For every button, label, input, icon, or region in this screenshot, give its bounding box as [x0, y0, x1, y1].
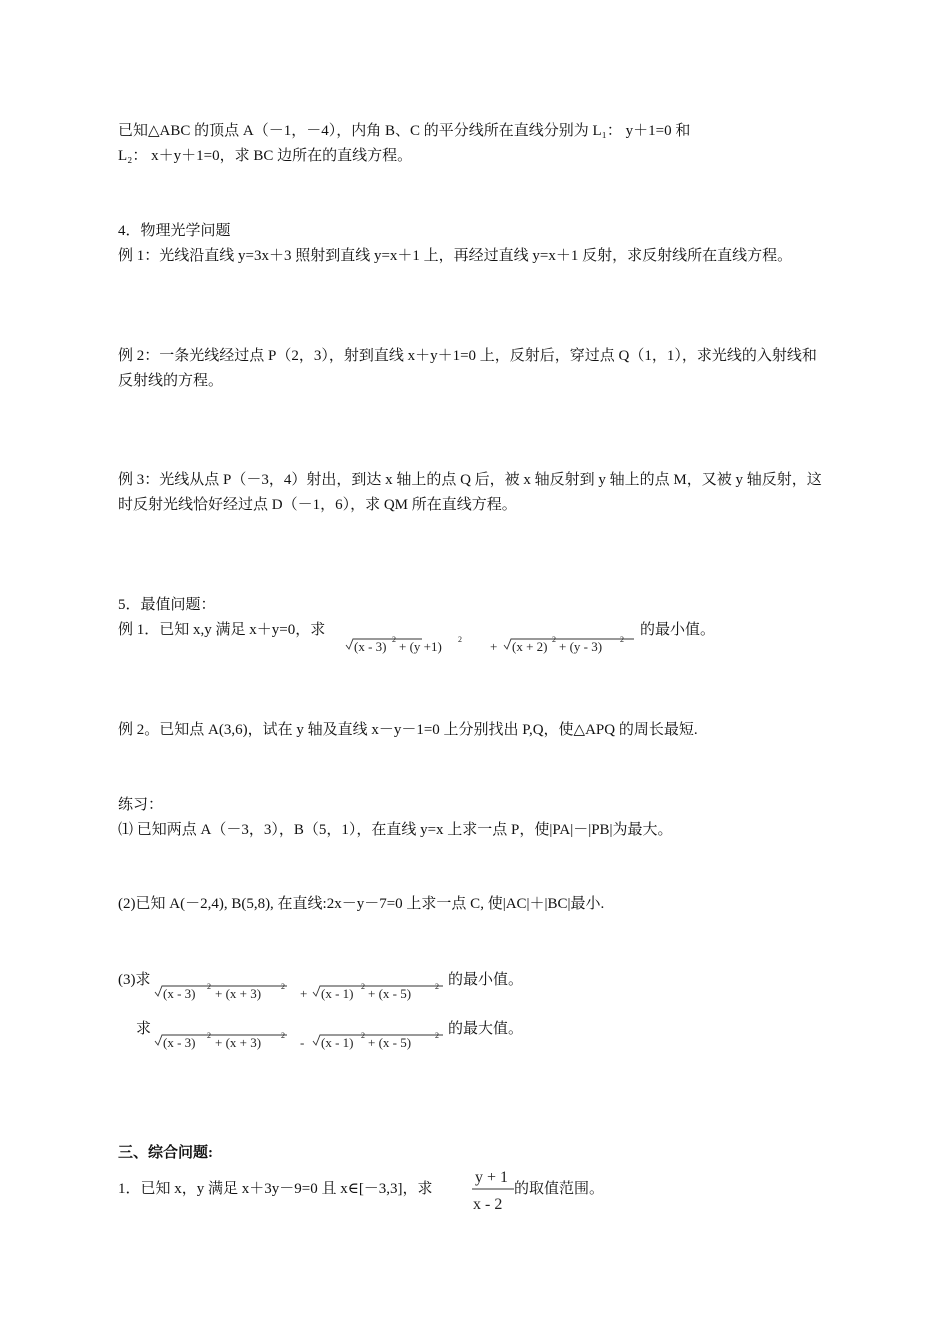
svg-text:+: +: [300, 986, 308, 1001]
example-3-optics-line2: 时反射光线恰好经过点 D（－1，6），求 QM 所在直线方程。: [118, 497, 517, 513]
section-heading-comprehensive: 三、综合问题:: [118, 1145, 213, 1161]
practice-item-3-suffix: 的最小值。: [448, 972, 524, 988]
section-heading-extremum: 5．最值问题：: [118, 597, 216, 613]
svg-text:+ (x - 5): + (x - 5): [368, 986, 412, 1001]
extremum-example-2: 例 2。已知点 A(3,6)，试在 y 轴及直线 x－y－1=0 上分别找出 P,Q，使△APQ 的周长最短.: [118, 722, 698, 738]
practice-item-3b-suffix: 的最大值。: [448, 1021, 524, 1037]
svg-text:y + 1: y + 1: [475, 1169, 509, 1186]
section-heading-optics: 4．物理光学问题: [118, 223, 231, 239]
svg-text:(x + 2): (x + 2): [512, 639, 548, 654]
svg-text:(x - 1): (x - 1): [321, 986, 354, 1001]
formula-sqrt-sum-1: [344, 628, 644, 658]
example-1-optics: 例 1：光线沿直线 y=3x＋3 照射到直线 y=x＋1 上，再经过直线 y=x＋1 反射，求反射线所在直线方程。: [118, 248, 793, 264]
example-2-optics-line2: 反射线的方程。: [118, 373, 224, 389]
example-3-optics-line1: 例 3：光线从点 P（－3，4）射出，到达 x 轴上的点 Q 后，被 x 轴反射到 y 轴上的点 M，又被 y 轴反射，这: [118, 472, 822, 488]
svg-text:+ (x + 3): + (x + 3): [215, 1035, 262, 1050]
paragraph-triangle-line2: L₂： x＋y＋1=0，求 BC 边所在的直线方程。: [118, 148, 413, 164]
svg-text:2: 2: [281, 982, 285, 991]
formula-sqrt-sum-2: [153, 975, 453, 1005]
svg-text:2: 2: [207, 982, 211, 991]
svg-text:2: 2: [361, 1031, 365, 1040]
svg-text:+ (x + 3): + (x + 3): [215, 986, 262, 1001]
comprehensive-item-1-prefix: 1．已知 x，y 满足 x＋3y－9=0 且 x∈[－3,3]，求: [118, 1181, 433, 1197]
practice-item-3b-prefix: 求: [136, 1021, 152, 1037]
svg-text:-: -: [300, 1035, 305, 1050]
practice-heading: 练习：: [118, 797, 164, 813]
svg-text:(x - 3): (x - 3): [354, 639, 387, 654]
svg-text:2: 2: [620, 635, 624, 644]
svg-text:2: 2: [458, 635, 462, 644]
svg-text:+ (y +1): + (y +1): [399, 639, 442, 654]
svg-text:2: 2: [281, 1031, 285, 1040]
svg-text:2: 2: [435, 982, 439, 991]
svg-text:(x - 3): (x - 3): [163, 986, 196, 1001]
svg-text:2: 2: [552, 635, 556, 644]
svg-text:+ (x - 5): + (x - 5): [368, 1035, 412, 1050]
svg-text:(x - 1): (x - 1): [321, 1035, 354, 1050]
formula-sqrt-difference: [153, 1024, 453, 1054]
svg-text:+: +: [490, 639, 498, 654]
practice-item-3-prefix: (3)求: [118, 972, 151, 988]
svg-text:(x - 3): (x - 3): [163, 1035, 196, 1050]
example-2-optics-line1: 例 2：一条光线经过点 P（2，3），射到直线 x＋y＋1=0 上，反射后，穿过点 Q（1，1），求光线的入射线和: [118, 348, 817, 364]
svg-text:+ (y - 3): + (y - 3): [559, 639, 603, 654]
comprehensive-item-1-suffix: 的取值范围。: [514, 1181, 605, 1197]
svg-text:2: 2: [392, 635, 396, 644]
fraction-formula: [470, 1166, 516, 1219]
svg-text:x - 2: x - 2: [473, 1196, 503, 1213]
paragraph-triangle-line1: 已知△ABC 的顶点 A（－1，－4），内角 B、C 的平分线所在直线分别为 L₁： y＋1=0 和: [118, 123, 691, 139]
practice-item-1: ⑴ 已知两点 A（－3，3），B（5，1），在直线 y=x 上求一点 P，使|PA|－|PB|为最大。: [118, 822, 673, 838]
svg-text:2: 2: [435, 1031, 439, 1040]
extremum-example-1-prefix: 例 1．已知 x,y 满足 x＋y=0，求: [118, 622, 326, 638]
svg-text:2: 2: [361, 982, 365, 991]
practice-item-2: (2)已知 A(－2,4), B(5,8), 在直线:2x－y－7=0 上求一点 C, 使|AC|＋|BC|最小.: [118, 896, 605, 912]
svg-text:2: 2: [207, 1031, 211, 1040]
extremum-example-1-suffix: 的最小值。: [640, 622, 716, 638]
